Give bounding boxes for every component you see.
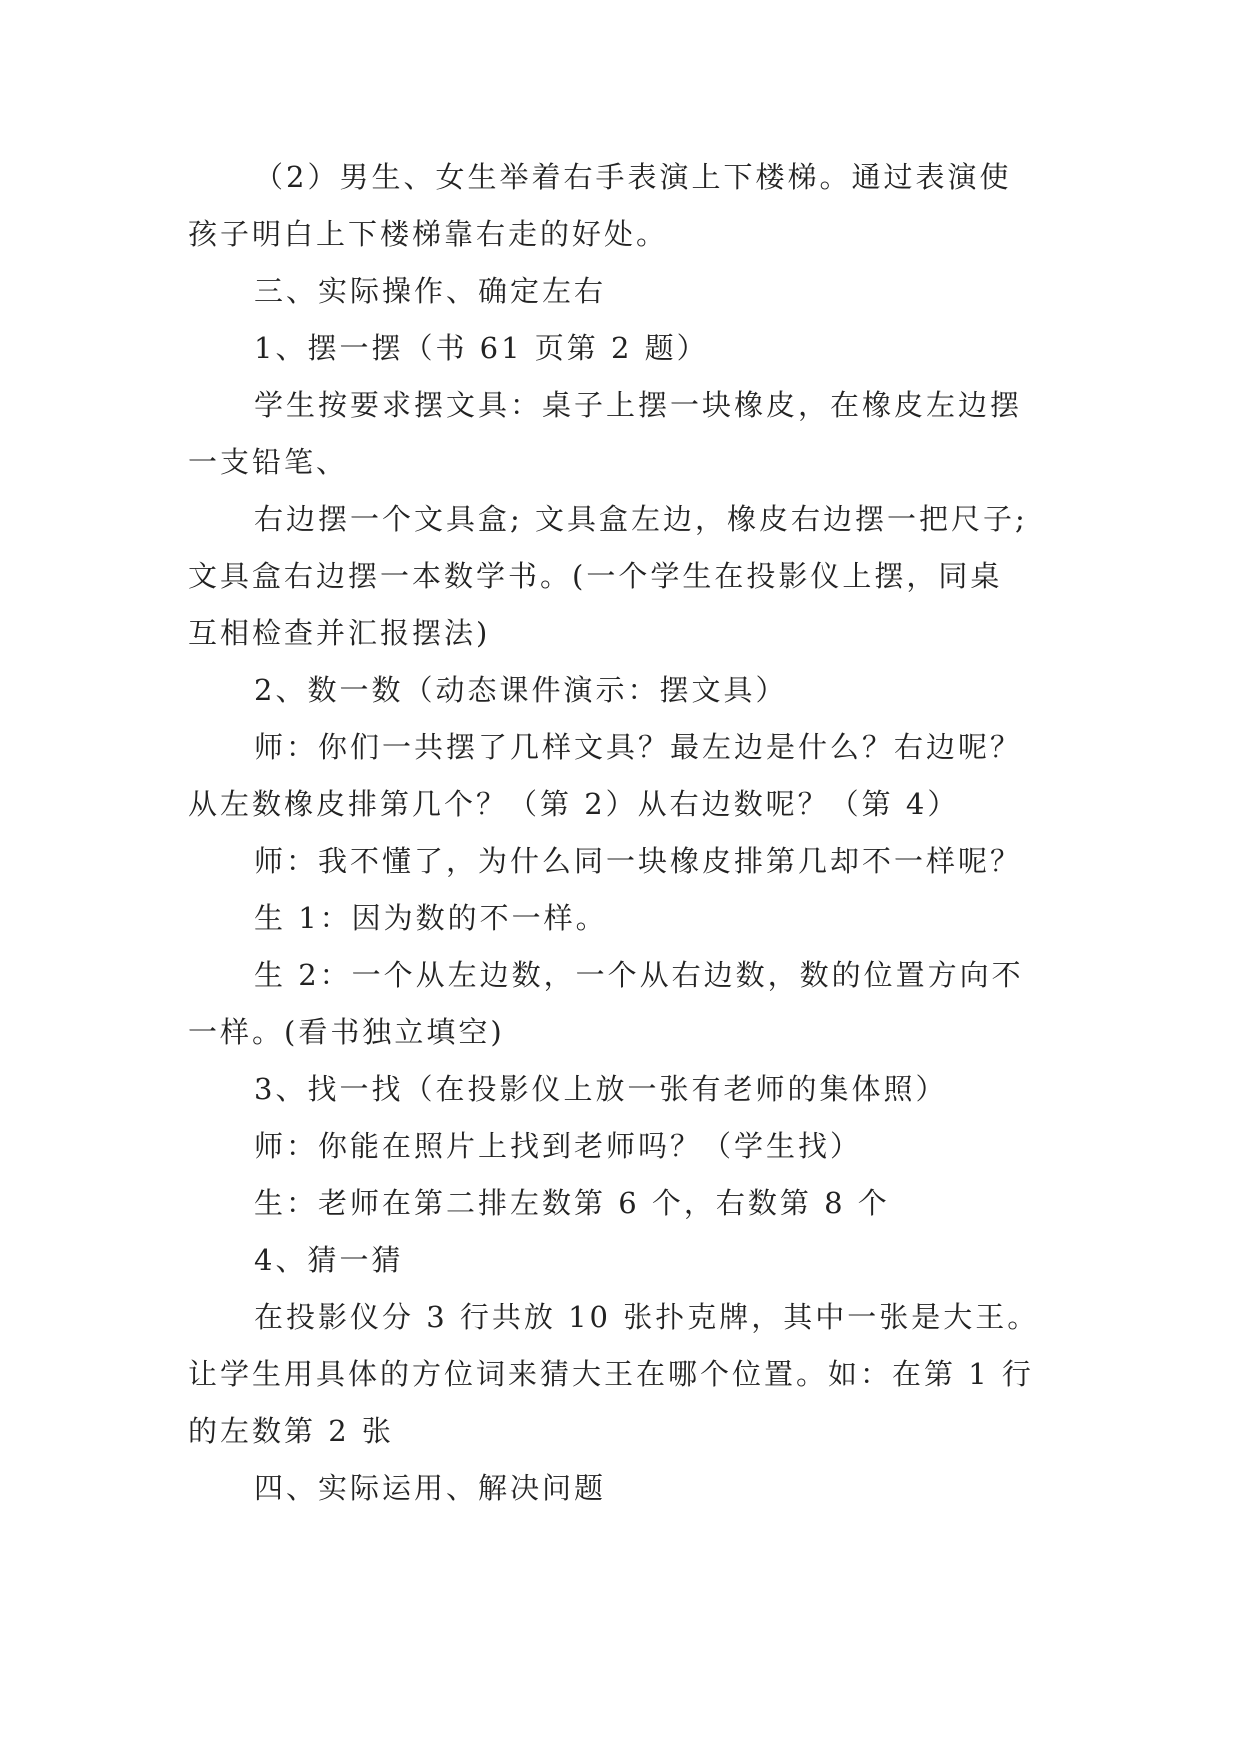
section-heading: 四、实际运用、解决问题 xyxy=(254,1471,607,1505)
paragraph-line: 师：我不懂了，为什么同一块橡皮排第几却不一样呢？ xyxy=(254,844,1023,878)
subsection-heading: 2、数一数（动态课件演示：摆文具） xyxy=(254,673,788,707)
paragraph-line: 一支铅笔、 xyxy=(188,445,349,479)
paragraph-line: （2）男生、女生举着右手表演上下楼梯。通过表演使 xyxy=(254,160,1012,194)
paragraph-line: 学生按要求摆文具：桌子上摆一块橡皮，在橡皮左边摆 xyxy=(254,388,1023,422)
paragraph-line: 生 1：因为数的不一样。 xyxy=(254,901,608,935)
paragraph-line: 文具盒右边摆一本数学书。(一个学生在投影仪上摆，同桌 xyxy=(188,559,1003,593)
subsection-heading: 4、猜一猜 xyxy=(254,1243,404,1277)
paragraph-line: 互相检查并汇报摆法) xyxy=(188,616,491,650)
paragraph-line: 从左数橡皮排第几个？（第 2）从右边数呢？（第 4） xyxy=(188,787,960,821)
paragraph-line: 让学生用具体的方位词来猜大王在哪个位置。如：在第 1 行 xyxy=(188,1357,1034,1391)
section-heading: 三、实际操作、确定左右 xyxy=(254,274,607,308)
paragraph-line: 一样。(看书独立填空) xyxy=(188,1015,505,1049)
paragraph-line: 师：你能在照片上找到老师吗？（学生找） xyxy=(254,1129,863,1163)
paragraph-line: 的左数第 2 张 xyxy=(188,1414,394,1448)
paragraph-line: 孩子明白上下楼梯靠右走的好处。 xyxy=(188,217,669,251)
paragraph-line: 在投影仪分 3 行共放 10 张扑克牌，其中一张是大王。 xyxy=(254,1300,1040,1334)
paragraph-line: 右边摆一个文具盒; 文具盒左边，橡皮右边摆一把尺子; xyxy=(254,502,1028,536)
subsection-heading: 1、摆一摆（书 61 页第 2 题） xyxy=(254,331,709,365)
subsection-heading: 3、找一找（在投影仪上放一张有老师的集体照） xyxy=(254,1072,948,1106)
paragraph-line: 生 2：一个从左边数，一个从右边数，数的位置方向不 xyxy=(254,958,1024,992)
paragraph-line: 生：老师在第二排左数第 6 个，右数第 8 个 xyxy=(254,1186,890,1220)
paragraph-line: 师：你们一共摆了几样文具？最左边是什么？右边呢？ xyxy=(254,730,1023,764)
